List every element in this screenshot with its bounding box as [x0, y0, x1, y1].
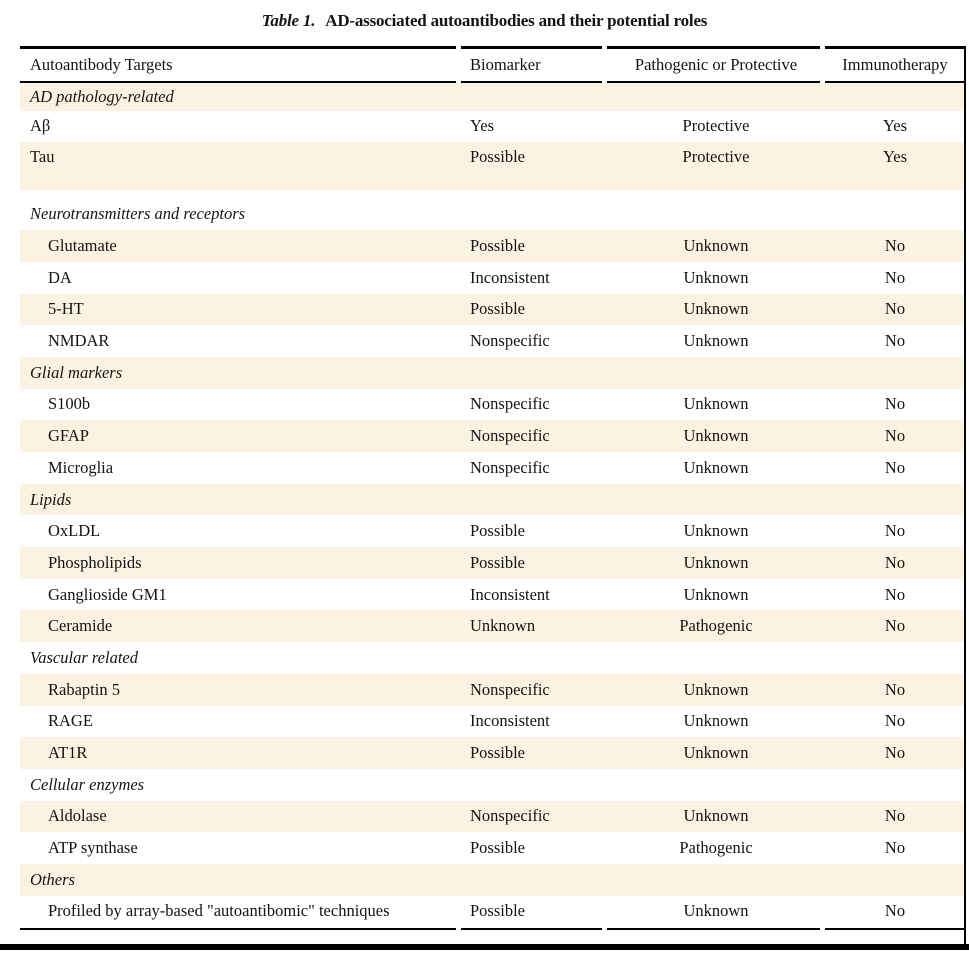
- biomarker-value: Possible: [470, 743, 526, 763]
- pathogenic-or-protective-value: Unknown: [683, 521, 749, 541]
- section-row: [20, 190, 965, 230]
- table-body: [20, 83, 965, 927]
- biomarker-value: Possible: [470, 838, 526, 858]
- immunotherapy-value: No: [884, 521, 906, 541]
- row-label: Lipids: [30, 489, 72, 509]
- immunotherapy-value: No: [884, 552, 906, 572]
- pathogenic-or-protective-value: Unknown: [683, 267, 749, 287]
- table-row: [20, 294, 965, 326]
- immunotherapy-value: No: [884, 838, 906, 858]
- table-row: [20, 610, 965, 642]
- pathogenic-or-protective-value: Unknown: [683, 901, 749, 921]
- table-title: [0, 11, 969, 31]
- row-label: Aldolase: [48, 806, 107, 826]
- row-label: Ganglioside GM1: [48, 584, 167, 604]
- biomarker-value: Nonspecific: [470, 806, 550, 826]
- biomarker-value: Nonspecific: [470, 457, 550, 477]
- immunotherapy-value: Yes: [882, 147, 907, 167]
- row-label: GFAP: [48, 426, 89, 446]
- row-label: 5-HT: [48, 299, 84, 319]
- row-label: OxLDL: [48, 521, 101, 541]
- pathogenic-or-protective-value: Pathogenic: [679, 838, 753, 858]
- biomarker-value: Unknown: [470, 616, 536, 636]
- table-row: [20, 801, 965, 833]
- row-label: Profiled by array-based "autoantibomic" techniques: [48, 901, 390, 921]
- immunotherapy-value: No: [884, 806, 906, 826]
- table-number: Table 1.: [261, 11, 316, 30]
- pathogenic-or-protective-value: Unknown: [683, 743, 749, 763]
- immunotherapy-value: No: [884, 616, 906, 636]
- table-row: [20, 832, 965, 864]
- row-label: Aβ: [30, 116, 51, 136]
- header-pathogenic-or-protective: Pathogenic or Protective: [634, 54, 798, 74]
- biomarker-value: Possible: [470, 299, 526, 319]
- immunotherapy-value: No: [884, 584, 906, 604]
- row-label: Others: [30, 869, 75, 889]
- pathogenic-or-protective-value: Unknown: [683, 584, 749, 604]
- row-label: S100b: [48, 394, 91, 414]
- table-row: [20, 420, 965, 452]
- immunotherapy-value: No: [884, 743, 906, 763]
- biomarker-value: Nonspecific: [470, 426, 550, 446]
- pathogenic-or-protective-value: Unknown: [683, 806, 749, 826]
- immunotherapy-value: No: [884, 679, 906, 699]
- biomarker-value: Inconsistent: [470, 711, 550, 731]
- table-caption: AD-associated autoantibodies and their potential roles: [325, 11, 708, 30]
- immunotherapy-value: No: [884, 426, 906, 446]
- immunotherapy-value: No: [884, 331, 906, 351]
- row-label: Vascular related: [30, 647, 138, 667]
- pathogenic-or-protective-value: Unknown: [683, 236, 749, 256]
- immunotherapy-value: No: [884, 267, 906, 287]
- row-label: Ceramide: [48, 616, 113, 636]
- immunotherapy-value: No: [884, 394, 906, 414]
- section-row: [20, 83, 965, 111]
- row-label: Neurotransmitters and receptors: [30, 204, 246, 224]
- bottom-frame-bar: [0, 944, 969, 950]
- pathogenic-or-protective-value: Unknown: [683, 457, 749, 477]
- immunotherapy-value: Yes: [882, 116, 907, 136]
- header-autoantibody-targets: Autoantibody Targets: [30, 54, 173, 74]
- biomarker-value: Yes: [470, 116, 495, 136]
- table-row: [20, 674, 965, 706]
- table-row: [20, 325, 965, 357]
- biomarker-value: Inconsistent: [470, 584, 550, 604]
- biomarker-value: Nonspecific: [470, 679, 550, 699]
- pathogenic-or-protective-value: Unknown: [683, 331, 749, 351]
- pathogenic-or-protective-value: Unknown: [683, 299, 749, 319]
- biomarker-value: Inconsistent: [470, 267, 550, 287]
- table-row: [20, 389, 965, 421]
- immunotherapy-value: No: [884, 236, 906, 256]
- row-label: Tau: [30, 147, 55, 167]
- pathogenic-or-protective-value: Unknown: [683, 711, 749, 731]
- table-header-row: [20, 49, 965, 80]
- table-row: [20, 452, 965, 484]
- pathogenic-or-protective-value: Unknown: [683, 394, 749, 414]
- row-label: AT1R: [48, 743, 88, 763]
- biomarker-value: Possible: [470, 552, 526, 572]
- biomarker-value: Nonspecific: [470, 394, 550, 414]
- bottom-rule: [20, 928, 965, 930]
- section-row: [20, 357, 965, 389]
- header-biomarker: Biomarker: [470, 54, 541, 74]
- header-immunotherapy: Immunotherapy: [842, 54, 948, 74]
- immunotherapy-value: No: [884, 299, 906, 319]
- table-row: [20, 579, 965, 611]
- table-row: [20, 515, 965, 547]
- pathogenic-or-protective-value: Unknown: [683, 679, 749, 699]
- row-label: NMDAR: [48, 331, 110, 351]
- table-row: [20, 896, 965, 928]
- pathogenic-or-protective-value: Unknown: [683, 426, 749, 446]
- row-label: AD pathology-related: [30, 86, 174, 106]
- section-row: [20, 769, 965, 801]
- row-label: Microglia: [48, 457, 114, 477]
- section-row: [20, 864, 965, 896]
- section-row: [20, 642, 965, 674]
- table-row: [20, 737, 965, 769]
- row-label: ATP synthase: [48, 838, 138, 858]
- row-label: DA: [48, 267, 72, 287]
- biomarker-value: Possible: [470, 147, 526, 167]
- immunotherapy-value: No: [884, 457, 906, 477]
- immunotherapy-value: No: [884, 711, 906, 731]
- pathogenic-or-protective-value: Protective: [682, 116, 750, 136]
- pathogenic-or-protective-value: Unknown: [683, 552, 749, 572]
- table-row: [20, 547, 965, 579]
- row-label: RAGE: [48, 711, 93, 731]
- table-row: [20, 111, 965, 143]
- pathogenic-or-protective-value: Protective: [682, 147, 750, 167]
- biomarker-value: Possible: [470, 236, 526, 256]
- biomarker-value: Possible: [470, 901, 526, 921]
- row-label: Cellular enzymes: [30, 774, 145, 794]
- row-label: Rabaptin 5: [48, 679, 120, 699]
- biomarker-value: Possible: [470, 521, 526, 541]
- row-label: Glial markers: [30, 362, 123, 382]
- table-row: [20, 142, 965, 190]
- immunotherapy-value: No: [884, 901, 906, 921]
- table-row: [20, 262, 965, 294]
- row-label: Phospholipids: [48, 552, 142, 572]
- biomarker-value: Nonspecific: [470, 331, 550, 351]
- table-row: [20, 230, 965, 262]
- pathogenic-or-protective-value: Pathogenic: [679, 616, 753, 636]
- section-row: [20, 484, 965, 516]
- right-frame-line: [964, 46, 966, 950]
- row-label: Glutamate: [48, 236, 117, 256]
- table-row: [20, 706, 965, 738]
